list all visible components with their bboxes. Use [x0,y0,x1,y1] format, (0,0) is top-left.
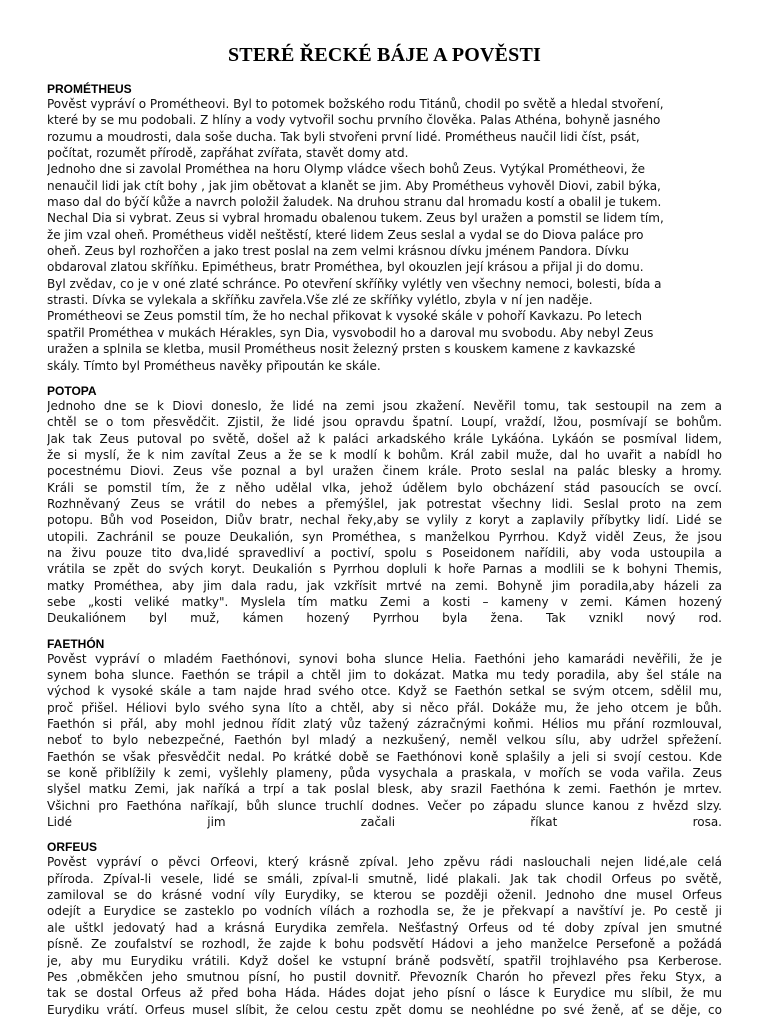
section-potopa [47,384,722,627]
text-line: které by se mu podobali. Z hlíny a vody vytvořil sochu prvního člověka. Palas Athéna, bohyně jasného [47,113,661,128]
section-paragraph [47,651,722,831]
text-line: oheň. Zeus byl rozhořčen a jako trest poslal na zem velmi krásnou dívku jménem Pandora. Dívku [47,244,629,259]
text-line: rozumu a moudrosti, dala soše ducha. Tak byli stvořeni první lidé. Prométheus naučil lidi číst, psát, [47,129,640,144]
text-line: Jednoho dne se k Diovi doneslo, že lidé na zemi jsou zkažení. Nevěřil tomu, tak sestoupil na zem a [47,398,722,413]
text-line: příroda. Zpíval-li vesele, lidé se smáli, zpíval-li smutně, lidé plakali. Jak tak chodil Orfeus po světě, [47,871,722,886]
text-line: maso dal do býčí kůže a navrch položil žaludek. Na druhou stranu dal hromadu kostí a obalil je tukem. [47,195,662,210]
text-line: Faethón se však přesvědčit nedal. Po krátké době se Faethónovi koně splašily a jeli si svojí cestou. Kde [47,749,722,764]
text-line: Eurydiku vrátí. Orfeus musel slíbit, že celou cestu zpět domu se neohlédne po své ženě, ať se děje, co [47,1002,722,1017]
section-heading: POTOPA [47,383,97,398]
document-body [47,82,722,1018]
section-heading: ORFEUS [47,840,98,855]
section-prométheus [47,82,722,374]
section-heading: PROMÉTHEUS [47,82,132,96]
text-line: počítat, rozumět přírodě, zapřáhat zvířata, stavět domy atd. [47,146,409,161]
text-line: Pověst vypráví o mladém Faethónovi, synovi boha slunce Helia. Faethóni jeho kamarádi nevěřili, že je [47,651,722,666]
text-line: Jak tak Zeus putoval po světě, došel až k paláci arkadského krále Lykáóna. Lykáón se posmíval lidem, [47,431,722,446]
document-title: STERÉ ŘECKÉ BÁJE A POVĚSTI [227,44,542,66]
text-line: Faethón si přál, aby mohl jednou řídit zlatý vůz tažený zázračnými koňmi. Hélios mu přání rozmlouval, [47,717,722,732]
text-line: je, aby mu Eurydiku vrátili. Když došel ke vstupní bráně podsvětí, spatřil trojhlavého psa Kerberose. [47,953,722,968]
text-line: spatřil Prométhea v mukách Hérakles, syn Dia, vysvobodil ho a daroval mu svobodu. Aby nebyl Zeus [47,325,654,340]
text-line: na živu pouze tito dva,lidé spravedliví a poctiví, spolu s Poseidonem nařídili, aby voda ustoupila a [47,545,722,560]
text-line: Prométheovi se Zeus pomstil tím, že ho nechal přikovat k vysoké skále v pohoří Kavkazu. Po letech [47,309,643,324]
text-line: Deukaliónem byl muž, kámen hozený Pyrrhou byla žena. Tak vznikl nový rod. [47,611,722,626]
section-paragraph [47,398,722,627]
text-line: zamiloval se do krásné vodní víly Eurydiky, se kterou se později oženil. Jednoho dne musel Orfeus [47,888,722,903]
text-line: Byl zvědav, co je v oné zlaté schránce. Po otevření skříňky vylétly ven všechny nemoci, bolesti, bída a [47,276,662,291]
text-line: východ k vysoké skále a tam najde hrad svého otce. Když se Faethón setkal se svým otcem, sdělil mu, [47,684,722,699]
text-line: utopili. Zachránil se pouze Deukalión, syn Prométhea, s manželkou Pyrrhou. Když viděl Zeus, že jsou [47,529,722,544]
section-faethón [47,637,722,831]
text-line: neboť to bylo nebezpečné, Faethón byl mladý a nezkušený, neměl velkou sílu, aby udržel spřežení. [47,733,722,748]
text-line: že si myslí, že k nim zavítal Zeus a že se k modlí k bohům. Král zabil muže, dal ho uvařit a nabídl ho [47,447,722,462]
text-line: nenaučil lidi jak ctít bohy , jak jim obětovat a klanět se jim. Aby Prométheus vyhověl Diovi, zabil býka, [47,178,661,193]
text-line: ale uštkl jedovatý had a krásná Eurydika zemřela. Nešťastný Orfeus od té doby zpíval jen smutné [47,920,722,935]
text-line: Rozhněvaný Zeus se vrátil do nebes a přemýšlel, jak potrestat všechny lidi. Seslal proto na zem [47,496,722,511]
text-line: Lidé jim začali říkat rosa. [47,815,722,830]
text-line: že jim vzal oheň. Prométheus viděl neštěstí, které lidem Zeus seslal a vydal se do Diova paláce pro [47,227,644,242]
text-line: synem boha slunce. Faethón se trápil a chtěl jim to dokázat. Matka mu tedy poradila, aby šel stále na [47,668,722,682]
section-heading: FAETHÓN [47,636,105,651]
text-line: potopu. Bůh vod Poseidon, Diův bratr, nechal řeky,aby se vylily z koryt a zaplavily příbytky lidí. Lidé se [47,513,722,528]
text-line: Nechal Dia si vybrat. Zeus si vybral hromadu obalenou tukem. Zeus byl uražen a pomstil se lidem tím, [47,211,664,226]
text-line: sebe „kosti veliké matky". Myslela tím matku Zemi a kosti – kameny v zemi. Kámen hozený [47,594,722,609]
text-line: strasti. Dívka se vylekala a skříňku zavřela.Vše zlé ze skříňky vylétlo, zbyla v ní jen naděje. [47,293,593,308]
text-line: Pověst vypráví o Prométheovi. Byl to potomek božského rodu Titánů, chodil po světě a hledal stvoření, [47,97,664,111]
text-line: písně. Ze zoufalství se rozhodl, že zajde k bohu podsvětí Hádovi a jeho manželce Persefoně a požádá [47,937,722,952]
text-line: uražen a splnila se kletba, musil Prométheus nosit železný prsten s kouskem kamene z kavkazské [47,342,636,357]
text-line: pocestnému Diovi. Zeus vše poznal a byl uražen činem krále. Proto seslal na palác blesky a hromy. [47,464,722,479]
section-paragraph [47,854,722,1017]
text-line: slyšel matku Zemi, jak naříká a trpí a tak poslal blesk, aby srazil Faethóna k zemi. Faethón je mrtev. [47,782,722,797]
text-line: matky Prométhea, aby jim dala radu, jak vzkřísit mrtvé na zemi. Bohyně jim poradila,aby házeli za [47,578,722,593]
section-paragraph [47,96,722,374]
text-line: odejít a Eurydice se zasteklo po vodních vílách a rozhodla se, že je překvapí a navštíví je. Po cestě ji [47,904,722,919]
text-line: obdaroval zlatou skříňku. Epimétheus, bratr Prométhea, byl okouzlen její krásou a přijal ji do domu. [47,260,644,275]
text-line: Jednoho dne si zavolal Prométhea na horu Olymp vládce všech bohů Zeus. Vytýkal Prométheovi, že [47,162,646,177]
text-line: Králi se pomstil tím, že z něho udělal vlka, jehož údělem bylo obcházení stád pasoucích se ovcí. [47,480,722,495]
text-line: proč přišel. Héliovi bylo svého syna líto a chtěl, aby si něco přál. Dokáže mu, že jeho otcem je bůh. [47,700,722,715]
text-line: Pes ,obměkčen jeho smutnou písní, ho pustil dovnitř. Převozník Charón ho převezl přes řeku Styx, a [47,969,722,984]
text-line: chtěl se o tom přesvědčit. Zjistil, že lidé jsou opravdu špatní. Loupí, vraždí, lžou, posmívají se bohům. [47,415,722,430]
text-line: skály. Tímto byl Prométheus navěky připoután ke skále. [47,358,381,373]
section-orfeus [47,840,722,1017]
text-line: vrátila se zpět do svých koryt. Deukalión s Pyrrhou dopluli k hoře Parnas a modlili se k bohyni Themis, [47,562,722,577]
text-line: Pověst vypráví o pěvci Orfeovi, který krásně zpíval. Jeho zpěvu rádi naslouchali nejen lidé,ale celá [47,855,722,870]
text-line: tak se dostal Orfeus až před boha Háda. Hádes dojat jeho písní o lásce k Eurydice mu slíbil, že mu [47,986,722,1001]
text-line: Všichni pro Faethóna naříkají, bůh slunce truchlí dodnes. Večer po západu slunce kanou z hvězd slzy. [47,798,722,813]
text-line: se koně přiblížily k zemi, vyšlehly plameny, půda vysychala a praskala, v mořích se voda vařila. Zeus [47,766,722,781]
